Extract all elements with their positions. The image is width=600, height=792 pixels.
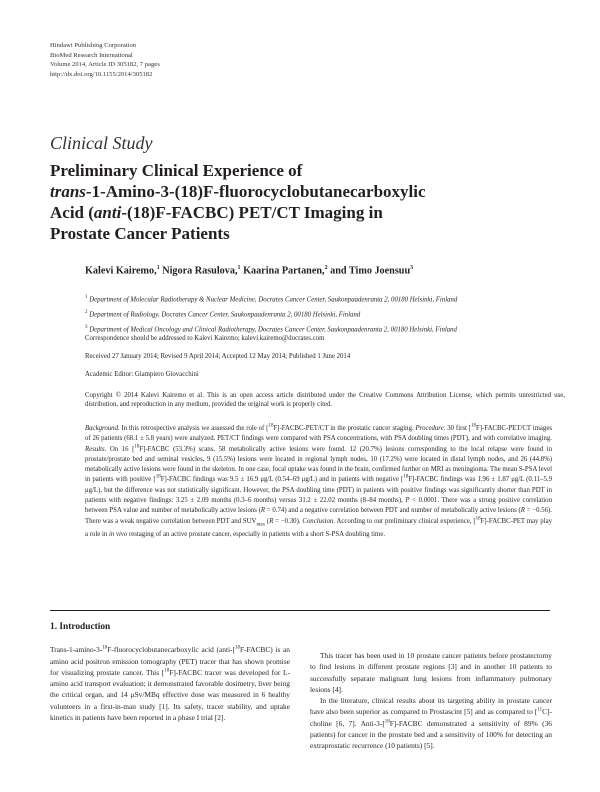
journal-name: BioMed Research International bbox=[50, 51, 133, 59]
right-column bbox=[310, 650, 552, 752]
title-line-1: Preliminary Clinical Experience of bbox=[50, 161, 303, 180]
paragraph: In the literature, clinical results about its targeting ability in prostate cancer have also been superior as compared to Prostascint [5] and as compared to [$^{11}$C]-choline [6, 7]. Anti-3-[$^{18}$F]-FACBC demonstrated a sensitivity of 89% (36 patients) for cancer in the prostate bed and a sensitivity of 100% for detecting an extraprostatic recurrence (10 patients) [5]. bbox=[310, 696, 552, 751]
author: Kaarina Partanen, bbox=[243, 265, 325, 277]
title-line-4: Prostate Cancer Patients bbox=[50, 224, 230, 243]
doi-link[interactable]: http://dx.doi.org/10.1155/2014/305182 bbox=[50, 70, 153, 78]
affiliation: $^2$ Department of Radiology, Docrates Cancer Center, Saukonpaadenranta 2, 00180 Helsinki, Finland bbox=[85, 309, 361, 319]
correspondence: Correspondence should be addressed to Kalevi Kairemo; kalevi.kairemo@docrates.com bbox=[85, 335, 325, 342]
article-dates: Received 27 January 2014; Revised 9 April 2014; Accepted 12 May 2014; Published 1 June 2014 bbox=[85, 353, 351, 360]
affiliation: $^3$ Department of Medical Oncology and Clinical Radiotherapy, Docrates Cancer Center, Saukonpaadenranta 2, 00180 Helsinki, Finland bbox=[85, 324, 457, 333]
academic-editor: Academic Editor: Giampiero Giovacchini bbox=[85, 371, 199, 378]
left-column bbox=[50, 622, 290, 723]
author-list: Kalevi Kairemo,$^1$ Nigora Rasulova,$^1$ Kaarina Partanen,$^2$ and Timo Joensuu$^3$ bbox=[85, 265, 414, 277]
title-line-2: trans-1-Amino-3-(18)F-fluorocyclobutanecarboxylic bbox=[50, 182, 426, 201]
section-divider bbox=[50, 610, 550, 611]
author: and Timo Joensuu bbox=[330, 265, 411, 277]
paper-title bbox=[50, 160, 560, 244]
paragraph: This tracer has been used in 10 prostate cancer patients before prostatectomy to find lesions in different prostate regions [3] and in another 10 patients to successfully separate malignant lung lesions from inflammatory pulmonary lesions [4]. bbox=[310, 651, 552, 694]
title-line-3: Acid (anti-(18)F-FACBC) PET/CT Imaging in bbox=[50, 203, 383, 222]
affiliations bbox=[85, 292, 565, 336]
author: Nigora Rasulova, bbox=[162, 265, 238, 277]
abstract: Background. In this retrospective analysis we assessed the role of [$^{18}$F]-FACBC-PET/CT in the prostatic cancer staging. Procedure. 30 first [$^{18}$F]-FACBC-PET/CT images of 26 patients (68.1 ± 5.8 years) were analyzed. PET/CT findings were compared with PSA concentrations, with PSA doubling times (PDT), and with correlative imaging. Results. On 16 [$^{18}$F]-FACBC (53.3%) scans, 58 metabolically active lesions were found. 12 (20.7%) lesions corresponding to the local relapse were found in prostate/prostate bed and seminal vesicles, 9 (15.5%) lesions were located in regional lymph nodes, 10 (17.2%) were located in distal lymph nodes, and 26 (44.8%) metabolically active lesions were found in the skeleton. In one case, focal uptake was found in the brain, confirmed further on MRI as meningioma. The mean S-PSA level in patients with positive [$^{18}$F]-FACBC findings was 9.5 ± 16.9 μg/L (0.54–69 μg/L) and in patients with negative [$^{18}$F]-FACBC findings was 1.96 ± 1.87 μg/L (0.11–5.9 μg/L), but the difference was not statistically significant. However, the PSA doubling time (PDT) in patients with positive findings was significantly shorter than PDT in patients with negative findings: 3.25 ± 2.09 months (0.3–6 months) versus 31.2 ± 22.02 months (8–84 months), P < 0.0001. There was a strong positive correlation between PSA value and number of metabolically active lesions (R = 0.74) and a negative correlation between PDT and number of metabolically active lesions (R = −0.56). There was a weak negative correlation between PDT and $SUV_{max}$ (R = −0.30). Conclusion. According to our preliminary clinical experience, [$^{18}$F]-FACBC-PET may play a role in in vivo restaging of an active prostate cancer, especially in patients with a short S-PSA doubling time. bbox=[85, 423, 553, 539]
copyright-notice: Copyright © 2014 Kalevi Kairemo et al. This is an open access article distributed under the Creative Commons Attribution License, which permits unrestricted use, distribution, and reproduction in any medium, provided the original work is properly cited. bbox=[85, 392, 565, 408]
article-type: Clinical Study bbox=[50, 133, 153, 153]
volume-info: Volume 2014, Article ID 305182, 7 pages bbox=[50, 61, 160, 69]
author: Kalevi Kairemo, bbox=[85, 265, 157, 277]
affiliation: $^1$ Department of Molecular Radiotherapy & Nuclear Medicine, Docrates Cancer Center, Saukonpaadenranta 2, 00180 Helsinki, Finland bbox=[85, 295, 458, 304]
publisher: Hindawi Publishing Corporation bbox=[50, 42, 137, 49]
journal-header bbox=[50, 41, 160, 79]
section-heading: 1. Introduction bbox=[50, 622, 111, 632]
paragraph: Trans-1-amino-3-$^{18}$F-fluorocyclobutanecarboxylic acid (anti-[$^{18}$F-FACBC) is an amino acid positron emission tomography (PET) tracer that has shown promise for visualizing prostate cancer. This [$^{18}$F]-FACBC tracer was developed for L-amino acid transport evaluation; it demonstrated favorable dosimetry, liver being the critical organ, and 14 μSv/MBq effective dose was measured in 6 healthy volunteers in a first-in-man study [1]. Its safety, tracer stability, and uptake kinetics in patients have been reported in a phase I trial [2]. bbox=[50, 645, 290, 723]
